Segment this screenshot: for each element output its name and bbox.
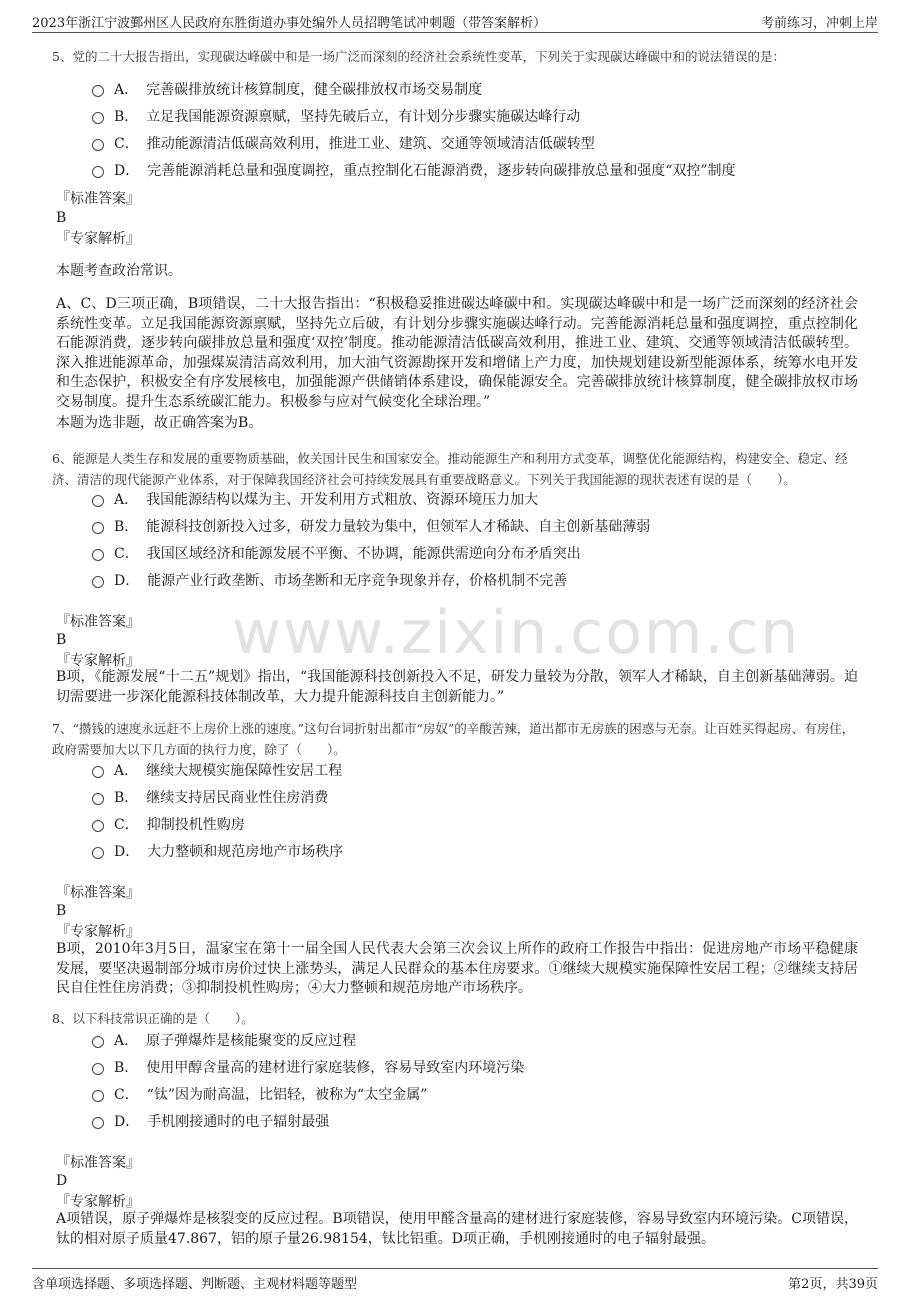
page-header [32, 10, 878, 33]
answer-label: 『标准答案』 [56, 885, 140, 901]
question-5-analysis-body: A、C、D三项正确，B项错误，二十大报告指出：“积极稳妥推进碳达峰碳中和。实现碳达峰碳中和是一场广泛而深刻的经济社会系统性变革。立足我国能源资源禀赋，坚持先立后破，有计划分步骤实施碳达峰行动。完善能源消耗总量和强度调控，重点控制化石能源消费，逐步转向碳排放总量和强度‘双控’制度。推动能源清洁低碳高效利用，推进工业、建筑、交通等领域清洁低碳转型。深入推进能源革命，加强煤炭清洁高效利用，加大油气资源勘探开发和增储上产力度，加快规划建设新型能源体系，统筹水电开发和生态保护，积极安全有序发展核电，加强能源产供储销体系建设，确保能源安全。完善碳排放统计核算制度，健全碳排放权市场交易制度。提升生态系统碳汇能力。积极参与应对气候变化全球治理。” [56, 296, 858, 410]
radio-icon[interactable] [92, 495, 104, 507]
question-7-stem: 7、“攒钱的速度永远赶不上房价上涨的速度。”这句台词折射出都市“房奴”的辛酸苦辣，道出都市无房族的困惑与无奈。让百姓买得起房、有房住，政府需要加大以下几方面的执行力度，除了（ ）。 [52, 721, 855, 757]
question-6-stem: 6、能源是人类生存和发展的重要物质基础，攸关国计民生和国家安全。推动能源生产和利用方式变革，调整优化能源结构，构建安全、稳定、经济、清洁的现代能源产业体系，对于保障我国经济社会可持续发展具有重要战略意义。下列关于我国能源的现状表述有误的是（ ）。 [52, 451, 848, 487]
answer-label: 『标准答案』 [56, 191, 140, 207]
question-8-option-a[interactable]: A． 原子弹爆炸是核能聚变的反应过程 [92, 1031, 872, 1051]
radio-icon[interactable] [92, 166, 104, 178]
question-8-option-b[interactable]: B． 使用甲醇含量高的建材进行家庭装修，容易导致室内环境污染 [92, 1058, 872, 1078]
question-8-option-c[interactable]: C． “钛”因为耐高温，比铝轻，被称为“太空金属” [92, 1085, 872, 1105]
question-7-option-c[interactable]: C． 抑制投机性购房 [92, 815, 872, 835]
question-5-option-d[interactable]: D． 完善能源消耗总量和强度调控，重点控制化石能源消费，逐步转向碳排放总量和强度“双控”制度 [92, 161, 872, 181]
radio-icon[interactable] [92, 820, 104, 832]
question-8-answer: D [56, 1173, 68, 1189]
question-7-analysis: B项，2010年3月5日，温家宝在第十一届全国人民代表大会第三次会议上所作的政府工作报告中指出：促进房地产市场平稳健康发展，要坚决遏制部分城市房价过快上涨势头，满足人民群众的基本住房要求。①继续大规模实施保障性安居工程；②继续支持居民自住性住房消费；③抑制投机性购房；④大力整顿和规范房地产市场秩序。 [56, 941, 858, 996]
question-6-option-a[interactable]: A． 我国能源结构以煤为主、开发利用方式粗放、资源环境压力加大 [92, 490, 872, 510]
answer-label: 『标准答案』 [56, 614, 140, 630]
question-8-stem: 8、以下科技常识正确的是（ ）。 [52, 1011, 254, 1026]
page-footer [32, 1268, 878, 1293]
question-5-option-a[interactable]: A． 完善碳排放统计核算制度，健全碳排放权市场交易制度 [92, 80, 872, 100]
answer-label: 『标准答案』 [56, 1155, 140, 1171]
radio-icon[interactable] [92, 1117, 104, 1129]
question-5-answer: B [56, 210, 67, 226]
question-8-analysis: A项错误，原子弹爆炸是核裂变的反应过程。B项错误，使用甲醛含量高的建材进行家庭装修，容易导致室内环境污染。C项错误，钛的相对原子质量47.867，铝的原子量26.98154，钛比铝重。D项正确，手机刚接通时的电子辐射最强。 [56, 1211, 858, 1247]
header-tagline: 考前练习，冲刺上岸 [760, 16, 878, 31]
radio-icon[interactable] [92, 112, 104, 124]
radio-icon[interactable] [92, 847, 104, 859]
question-5-stem: 5、党的二十大报告指出，实现碳达峰碳中和是一场广泛而深刻的经济社会系统性变革，下列关于实现碳达峰碳中和的说法错误的是： [52, 49, 785, 64]
radio-icon[interactable] [92, 766, 104, 778]
radio-icon[interactable] [92, 1090, 104, 1102]
question-5-option-b[interactable]: B． 立足我国能源资源禀赋，坚持先破后立，有计划分步骤实施碳达峰行动 [92, 107, 872, 127]
radio-icon[interactable] [92, 522, 104, 534]
question-7-option-d[interactable]: D． 大力整顿和规范房地产市场秩序 [92, 842, 872, 862]
radio-icon[interactable] [92, 139, 104, 151]
radio-icon[interactable] [92, 1036, 104, 1048]
radio-icon[interactable] [92, 85, 104, 97]
question-5-analysis-conclusion: 本题为选非题，故正确答案为B。 [56, 415, 263, 431]
question-7-answer: B [56, 903, 67, 919]
question-6-option-d[interactable]: D． 能源产业行政垄断、市场垄断和无序竞争现象并存，价格机制不完善 [92, 571, 872, 591]
question-6-analysis: B项，《能源发展“十二五”规划》指出，“我国能源科技创新投入不足，研发力量较为分散，领军人才稀缺，自主创新基础薄弱。迫切需要进一步深化能源科技体制改革，大力提升能源科技自主创新能力。” [56, 669, 858, 705]
question-6-option-c[interactable]: C． 我国区域经济和能源发展不平衡、不协调，能源供需逆向分布矛盾突出 [92, 544, 872, 564]
watermark: www.zixin.com.cn [232, 598, 801, 668]
question-7-option-b[interactable]: B． 继续支持居民商业性住房消费 [92, 788, 872, 808]
analysis-label: 『专家解析』 [56, 1194, 140, 1210]
question-5-option-c[interactable]: C． 推动能源清洁低碳高效利用，推进工业、建筑、交通等领域清洁低碳转型 [92, 134, 872, 154]
radio-icon[interactable] [92, 793, 104, 805]
radio-icon[interactable] [92, 1063, 104, 1075]
analysis-label: 『专家解析』 [56, 231, 140, 247]
question-6-option-b[interactable]: B． 能源科技创新投入过多，研发力量较为集中，但领军人才稀缺、自主创新基础薄弱 [92, 517, 872, 537]
question-8-option-d[interactable]: D． 手机刚接通时的电子辐射最强 [92, 1112, 872, 1132]
question-6-answer: B [56, 632, 67, 648]
analysis-label: 『专家解析』 [56, 924, 140, 940]
radio-icon[interactable] [92, 576, 104, 588]
question-7-option-a[interactable]: A． 继续大规模实施保障性安居工程 [92, 761, 872, 781]
analysis-label: 『专家解析』 [56, 653, 140, 669]
question-5-analysis-intro: 本题考查政治常识。 [56, 263, 182, 279]
page-number: 第2页，共39页 [788, 1277, 878, 1292]
document-title: 2023年浙江宁波鄞州区人民政府东胜街道办事处编外人员招聘笔试冲刺题（带答案解析） [32, 16, 547, 31]
footer-question-types: 含单项选择题、多项选择题、判断题、主观材料题等题型 [32, 1277, 358, 1292]
radio-icon[interactable] [92, 549, 104, 561]
